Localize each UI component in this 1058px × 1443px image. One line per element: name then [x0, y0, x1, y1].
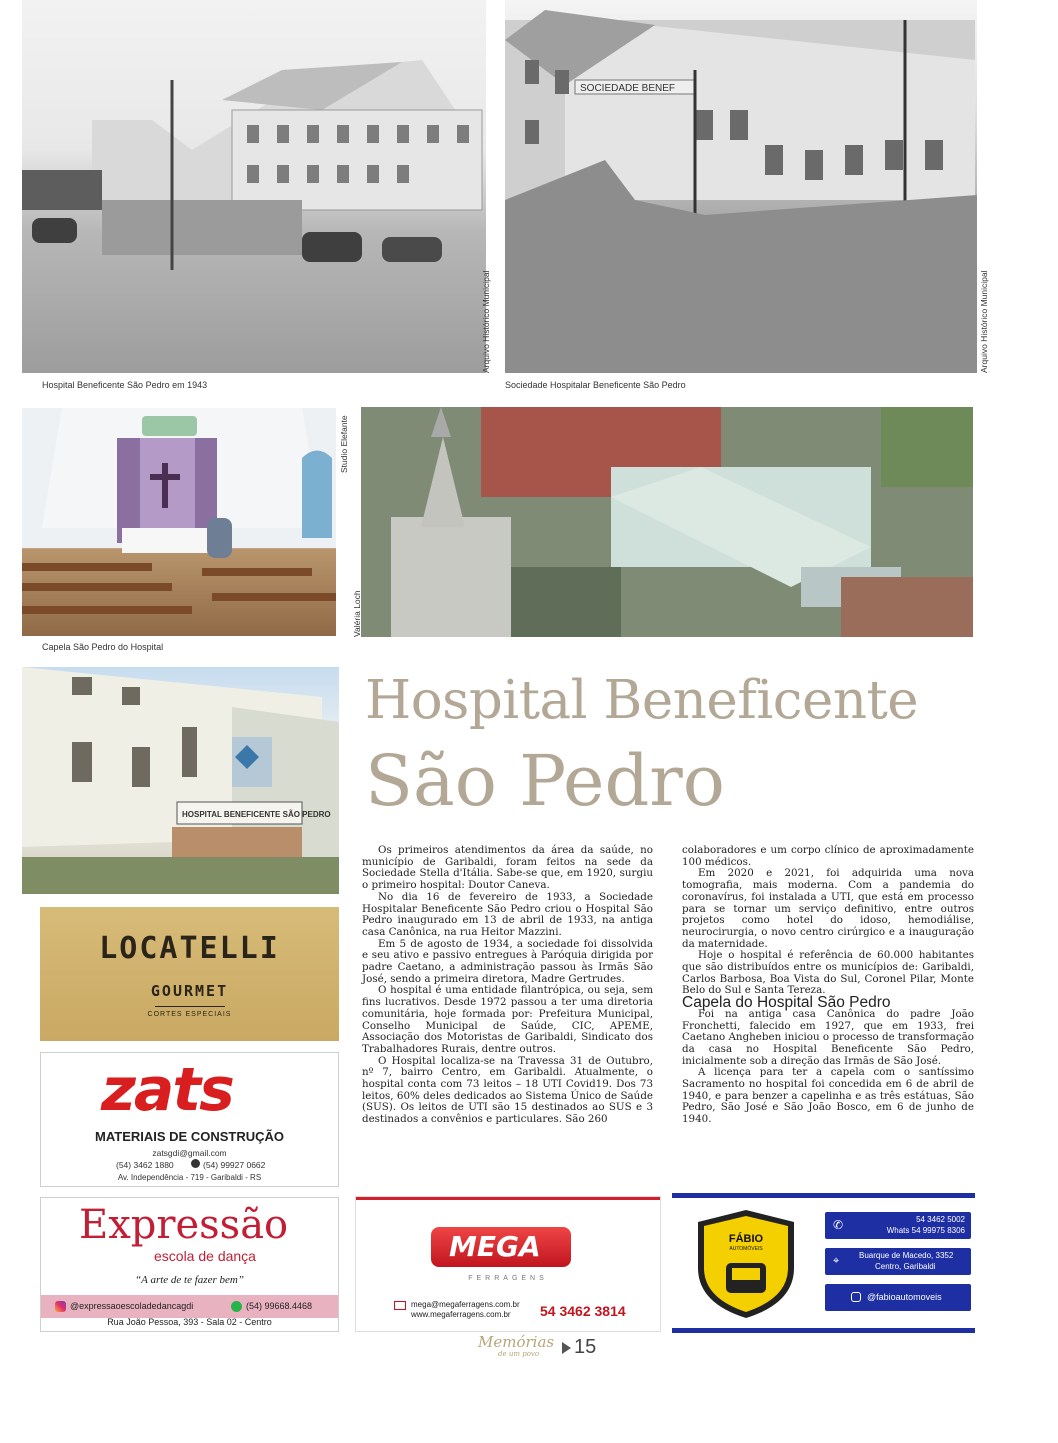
- photo2-credit: Arquivo Histórico Municipal: [979, 270, 989, 373]
- footer-brand-sub: de um povo: [498, 1350, 540, 1358]
- photo3-caption: Capela São Pedro do Hospital: [42, 642, 164, 652]
- col1-paragraph-5: O Hospital localiza-se na Travessa 31 de Outubro, nº 7, bairro Centro, em Garibaldi. Atualmente, o hospital conta com 73 leitos – 18 UTI Covid19. Dos 73 leitos, 60% deles dedicados ao Sistema Único de Saúde (SUS). Os leitos de UTI são 15 destinados ao SUS e 3 destinados a convênios e particulares. São 260: [362, 1054, 653, 1126]
- fabio-bottom-stripe: [672, 1328, 975, 1333]
- expressao-whatsapp[interactable]: (54) 99668.4468: [246, 1301, 313, 1311]
- instagram-icon: [851, 1292, 861, 1302]
- ad-expressao[interactable]: [40, 1197, 339, 1332]
- photo-hospital-1943: [22, 0, 486, 373]
- photo1-credit: Arquivo Histórico Municipal: [481, 270, 491, 373]
- article-title-line2: São Pedro: [365, 740, 725, 822]
- photo2-sign-text: SOCIEDADE BENEF: [580, 83, 676, 94]
- locatelli-divider: [155, 1006, 225, 1007]
- article-title-line1: Hospital Beneficente: [365, 670, 919, 731]
- fabio-instagram[interactable]: @fabioautomoveis: [867, 1292, 942, 1302]
- locatelli-gourmet: GOURMET: [150, 982, 229, 1000]
- mega-phone: 54 3462 3814: [540, 1303, 626, 1319]
- col1-paragraph-4: O hospital é uma entidade filantrópica, ou seja, sem fins lucrativos. Desde 1972 passou a ter uma diretoria comunitária, hoje formada por: Prefeitura Municipal, Conselho Municipal de Saúde, CIC, APEME, Associação dos Motoristas de Garibaldi, Sindicato dos Trabalhadores Rurais, dentre outros.: [362, 984, 653, 1055]
- col1-paragraph-1: Os primeiros atendimentos da área da saúde, no município de Garibaldi, foram feitos na sede da Sociedade Stella d'Itália. Sabe-se que, em 1920, surgiu o primeiro hospital: Doutor Caneva.: [362, 844, 653, 892]
- col2-paragraph-1: Em 2020 e 2021, foi adquirida uma nova tomografia, mais moderna. Com a pandemia do coronavírus, foi instalada a UTI, que está em processo para se tornar um serviço definitivo, entre outros projetos como hotel do idoso, hemodiálise, neurocirurgia, o novo centro cirúrgico e a inauguração da maternidade.: [682, 867, 974, 950]
- phone-icon: ✆: [833, 1218, 844, 1232]
- zats-address: Av. Independência - 719 - Garibaldi - RS: [117, 1173, 262, 1182]
- ad-locatelli[interactable]: [40, 907, 339, 1041]
- fabio-phone1: 54 3462 5002: [916, 1215, 965, 1224]
- fabio-logo: FÁBIO: [728, 1233, 764, 1245]
- col2-paragraph-3: Foi na antiga casa Canônica do padre João Fronchetti, falecido em 1927, que em 1933, frei Caetano Angheben iniciou o processo de transformação da casa no Hospital Beneficente São Pedro, inicialmente sob a direção das Irmãs de São José.: [682, 1007, 974, 1067]
- expressao-address: Rua João Pessoa, 393 - Sala 02 - Centro: [107, 1317, 272, 1327]
- article-column-1: [362, 845, 653, 1126]
- mega-site[interactable]: www.megaferragens.com.br: [411, 1310, 511, 1319]
- page-number: 15: [574, 1336, 597, 1358]
- expressao-slogan: “A arte de te fazer bem”: [135, 1274, 244, 1286]
- mega-logo: MEGA: [449, 1230, 541, 1263]
- photo2-caption: Sociedade Hospitalar Beneficente São Pedro: [505, 380, 686, 390]
- photo-fachada-art: [22, 667, 339, 894]
- fabio-address1: Buarque de Macedo, 3352: [859, 1251, 954, 1260]
- ad-zats[interactable]: [40, 1052, 339, 1187]
- footer-arrow-icon: [562, 1342, 571, 1354]
- mega-top-stripe: [356, 1197, 660, 1200]
- photo-capela: [22, 408, 336, 636]
- ad-fabio[interactable]: [672, 1193, 975, 1333]
- fabio-phone-box: [825, 1212, 971, 1239]
- locatelli-name: LOCATELLI: [99, 931, 280, 966]
- email-icon: [394, 1301, 406, 1310]
- photo-fachada-hospital: [22, 667, 339, 894]
- mega-sub: FERRAGENS: [468, 1275, 548, 1282]
- zats-logo: zats: [101, 1055, 233, 1125]
- photo-capela-art: [22, 408, 336, 636]
- photo5-sign-text: HOSPITAL BENEFICENTE SÃO PEDRO: [182, 810, 331, 819]
- mega-email[interactable]: mega@megaferragens.com.br: [411, 1300, 520, 1309]
- fabio-address2: Centro, Garibaldi: [875, 1262, 936, 1271]
- photo3-credit: Studio Elefante: [339, 415, 349, 473]
- fabio-top-stripe: [672, 1193, 975, 1198]
- expressao-instagram[interactable]: @expressaoescoladedancagdi: [70, 1301, 194, 1311]
- photo-aerea-art: [361, 407, 973, 637]
- photo-sociedade-art: [505, 0, 977, 373]
- fabio-instagram-box: [825, 1284, 971, 1311]
- fabio-shield-logo: [694, 1208, 798, 1320]
- zats-phone1: (54) 3462 1880: [116, 1160, 174, 1170]
- article-subheading: Capela do Hospital São Pedro: [682, 994, 891, 1012]
- footer-brand: Memórias: [478, 1333, 555, 1351]
- locatelli-tagline: CORTES ESPECIAIS: [147, 1011, 232, 1018]
- col2-paragraph-2: Hoje o hospital é referência de 60.000 habitantes que são distribuídos entre os municípios de: Garibaldi, Carlos Barbosa, Boa Vista do Sul, Coronel Pilar, Monte Belo do Sul e Santa Tereza.: [682, 949, 974, 997]
- fabio-address-box: [825, 1248, 971, 1275]
- whatsapp-icon: [231, 1301, 242, 1312]
- ad-mega[interactable]: [355, 1196, 661, 1332]
- instagram-icon: [55, 1301, 66, 1312]
- expressao-logo: Expressão: [79, 1202, 289, 1248]
- expressao-subtitle: escola de dança: [154, 1248, 256, 1264]
- zats-subtitle: MATERIAIS DE CONSTRUÇÃO: [95, 1129, 284, 1144]
- col2-paragraph-4: A licença para ter a capela com o santíssimo Sacramento no hospital foi concedida em 6 de abril de 1940, e para benzer a capelinha e as três estátuas, São Pedro, São José e São João Bosco, em 6 de junho de 1940.: [682, 1066, 974, 1126]
- fabio-phone2: Whats 54 99975 8306: [886, 1226, 965, 1235]
- photo-sociedade-hospitalar: [505, 0, 977, 373]
- whatsapp-icon: [191, 1159, 200, 1168]
- col2-continuation: colaboradores e um corpo clínico de aproximadamente 100 médicos.: [682, 844, 974, 868]
- fabio-logo-sub: AUTOMÓVEIS: [729, 1246, 763, 1252]
- photo4-credit: Valéria Loch: [352, 590, 362, 637]
- col1-paragraph-3: Em 5 de agosto de 1934, a sociedade foi dissolvida e seu ativo e passivo entregues à Paróquia dirigida por padre Caetano, a administração passou às Irmãs São José, sendo a primeira diretora, Madre Gertrudes.: [362, 937, 653, 985]
- zats-phone2: (54) 99927 0662: [203, 1160, 266, 1170]
- location-pin-icon: ⌖: [833, 1254, 840, 1267]
- article-column-2: [682, 845, 974, 1126]
- photo-aerea-hospital: [361, 407, 973, 637]
- zats-email: zatsgdi@gmail.com: [152, 1148, 227, 1158]
- photo1-caption: Hospital Beneficente São Pedro em 1943: [42, 380, 208, 390]
- col1-paragraph-2: No dia 16 de fevereiro de 1933, a Sociedade Hospitalar Beneficente São Pedro criou o Hospital São Pedro inaugurado em 13 de abril de 1933, na antiga casa Canônica, na rua Heitor Mazzini.: [362, 890, 653, 938]
- photo-hospital-1943-art: [22, 0, 486, 373]
